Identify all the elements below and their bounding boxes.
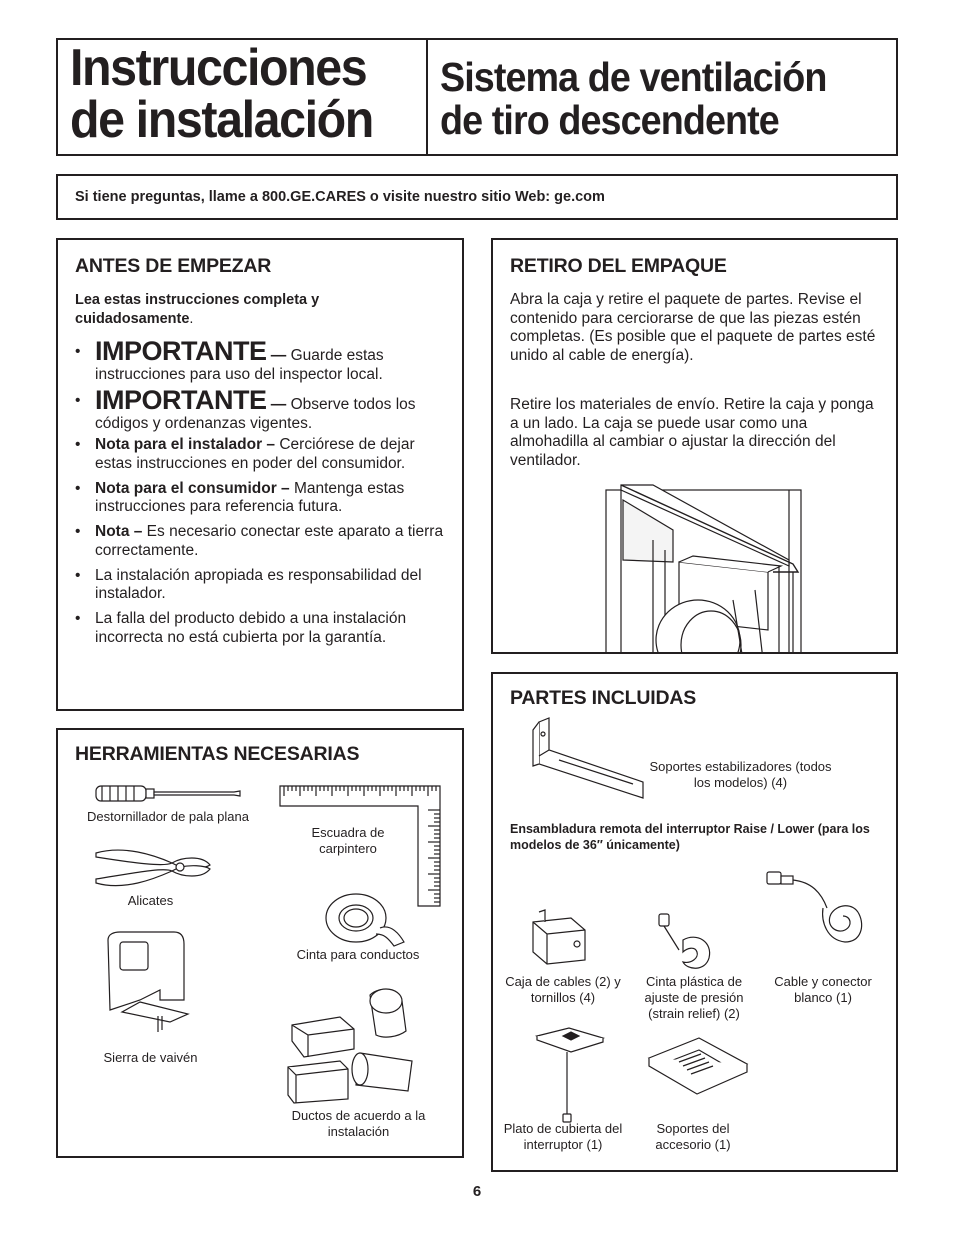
title-box (56, 38, 898, 156)
item-text: Guarde estas instrucciones para uso del inspector local. (95, 347, 384, 383)
dash: — (266, 347, 291, 364)
caption-ducts: Ductos de acuerdo a la instalación (291, 1108, 426, 1139)
section-title: PARTES INCLUIDAS (510, 687, 697, 709)
caption-tape: Cinta para conductos (296, 947, 420, 962)
lead-text (75, 291, 435, 328)
caption-accessory-brackets: Soportes del accesorio (1) (655, 1121, 731, 1152)
strain-relief-icon (653, 910, 723, 980)
item-text: Mantenga estas instrucciones para referencia futura. (95, 479, 405, 515)
list-item (75, 338, 445, 384)
caption-jigsaw: Sierra de vaivén (103, 1050, 198, 1065)
list-item (75, 610, 445, 647)
dash: — (266, 396, 291, 413)
item-bold: Nota – (95, 523, 143, 540)
before-you-begin-section (56, 238, 464, 711)
title-divider (426, 40, 428, 154)
product-title: Sistema de ventilación de tiro descendente (440, 54, 827, 143)
contact-banner (56, 174, 898, 220)
lead-bold: Lea estas instrucciones completa y cuidadosamente (75, 292, 320, 327)
list-item (75, 523, 445, 560)
lead-end: . (189, 310, 194, 327)
item-text: La instalación apropiada es responsabilidad del instalador. (95, 566, 422, 602)
item-text: La falla del producto debido a una instalación incorrecta no está cubierta por la garantía. (95, 610, 407, 646)
tools-section (56, 728, 464, 1158)
caption-stabilizer-brackets: Soportes estabilizadores (todos los modelos) (4) (649, 759, 832, 790)
caption-cable: Cable y conector blanco (1) (774, 974, 872, 1005)
important-label: IMPORTANTE (95, 385, 267, 415)
section-title: HERRAMIENTAS NECESARIAS (75, 743, 360, 765)
page-number: 6 (472, 1183, 482, 1200)
item-text: Observe todos los códigos y ordenanzas vigentes. (95, 396, 416, 432)
list-item (75, 567, 445, 604)
list-item (75, 436, 445, 473)
ducts-icon (280, 985, 430, 1105)
item-bold: Nota para el consumidor – (95, 479, 290, 497)
stabilizer-bracket-icon (515, 716, 645, 806)
caption-square: Escuadra de carpintero (311, 825, 385, 856)
important-label: IMPORTANTE (95, 336, 267, 366)
wire-box-icon (527, 908, 597, 973)
document-title: Instrucciones de instalación (70, 39, 373, 149)
caption-wire-box: Caja de cables (2) y tornillos (4) (505, 974, 621, 1005)
list-item (75, 387, 445, 433)
jigsaw-icon (100, 930, 200, 1040)
pliers-icon (94, 845, 214, 895)
section-title: ANTES DE EMPEZAR (75, 255, 272, 277)
paragraph: Abra la caja y retire el paquete de partes. Revise el contenido para cerciorarse de que las piezas estén completas. (Es posible que el paquete de partes esté unido al cable de energía). (510, 291, 876, 364)
caption-pliers: Alicates (127, 893, 174, 908)
included-parts-section (491, 672, 898, 1172)
caption-strain-relief: Cinta plástica de ajuste de presión (strain relief) (2) (644, 974, 744, 1021)
caption-screwdriver: Destornillador de pala plana (87, 809, 249, 824)
vent-unpacking-illustration (493, 480, 898, 654)
switch-cover-plate-icon (523, 1026, 613, 1126)
contact-text: Si tiene preguntas, llame a 800.GE.CARES o visite nuestro sitio Web: ge.com (75, 189, 605, 205)
item-text: Es necesario conectar este aparato a tierra correctamente. (95, 523, 444, 559)
accessory-brackets-icon (643, 1034, 753, 1124)
instruction-list (75, 338, 445, 654)
remote-switch-heading: Ensambladura remota del interruptor Raise / Lower (para los modelos de 36″ únicamente) (510, 822, 870, 852)
item-text: Cerciórese de dejar estas instrucciones en poder del consumidor. (95, 436, 415, 472)
caption-cover-plate: Plato de cubierta del interruptor (1) (503, 1121, 623, 1152)
screwdriver-icon (94, 780, 254, 810)
unpacking-section (491, 238, 898, 654)
cable-connector-icon (761, 862, 871, 972)
duct-tape-icon (318, 888, 408, 948)
paragraph: Retire los materiales de envío. Retire la caja y ponga a un lado. La caja se puede usar como una almohadilla al cambiar o ajustar la dirección del ventilador. (510, 396, 874, 469)
section-title: RETIRO DEL EMPAQUE (510, 255, 727, 277)
list-item (75, 480, 445, 517)
item-bold: Nota para el instalador – (95, 436, 276, 453)
